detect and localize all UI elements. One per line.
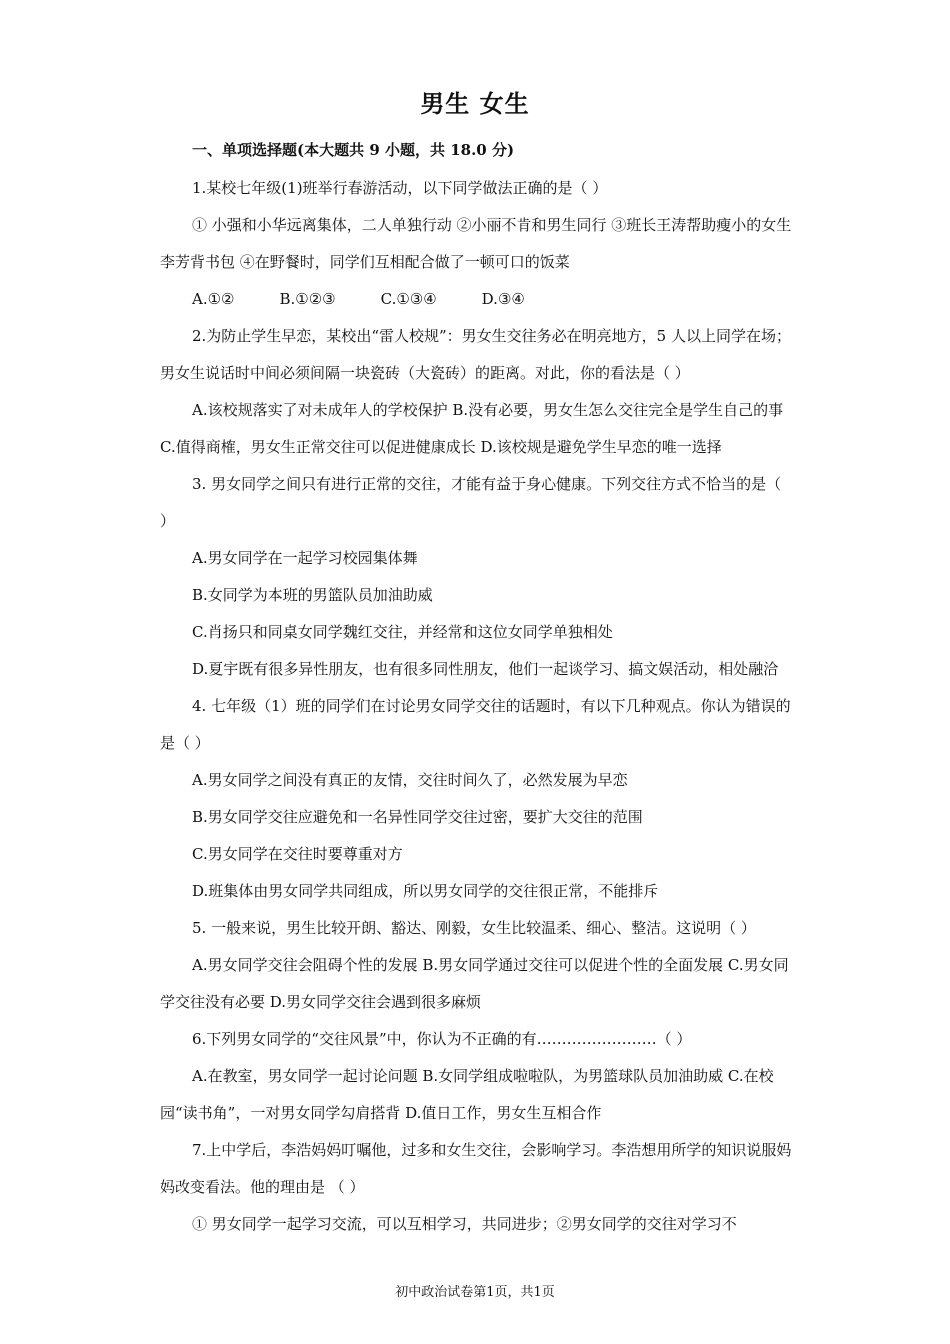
question-1-stem: 1.某校七年级(1)班举行春游活动，以下同学做法正确的是（ ） xyxy=(192,179,608,197)
question-5-stem: 5. 一般来说，男生比较开朗、豁达、刚毅，女生比较温柔、细心、整洁。这说明（ ） xyxy=(192,919,756,937)
question-1-statements: ① 小强和小华远离集体，二人单独行动 ②小丽不肯和男生同行 ③班长王涛帮助瘦小的女生李芳背书包 ④在野餐时，同学们互相配合做了一顿可口的饭菜 xyxy=(160,216,792,271)
question-7-stem: 7.上中学后，李浩妈妈叮嘱他，过多和女生交往，会影响学习。李浩想用所学的知识说服妈妈改变看法。他的理由是 （ ） xyxy=(160,1141,792,1196)
question-6-stem: 6.下列男女同学的“交往风景”中，你认为不正确的有……………………（ ） xyxy=(192,1030,692,1048)
question-3-option-a: A.男女同学在一起学习校园集体舞 xyxy=(192,549,418,567)
question-6-options: A.在教室，男女同学一起讨论问题 B.女同学组成啦啦队，为男篮球队员加油助威 C.在校园“读书角”，一对男女同学勾肩搭背 D.值日工作，男女生互相合作 xyxy=(160,1067,774,1122)
question-4-option-d: D.班集体由男女同学共同组成，所以男女同学的交往很正常，不能排斥 xyxy=(192,882,659,900)
question-2-stem: 2.为防止学生早恋，某校出“雷人校规”：男女生交往务必在明亮地方，5 人以上同学在场；男女生说话时中间必须间隔一块瓷砖（大瓷砖）的距离。对此，你的看法是（ ） xyxy=(160,327,791,382)
question-4-option-b: B.男女同学交往应避免和一名异性同学交往过密，要扩大交往的范围 xyxy=(192,808,643,826)
question-3-option-c: C.肖扬只和同桌女同学魏红交往，并经常和这位女同学单独相处 xyxy=(192,623,613,641)
section-heading: 一、单项选择题(本大题共 9 小题，共 18.0 分) xyxy=(192,141,515,159)
question-content xyxy=(160,170,792,1243)
question-3-option-b: B.女同学为本班的男篮队员加油助威 xyxy=(192,586,433,604)
question-5-options: A.男女同学交往会阻碍个性的发展 B.男女同学通过交往可以促进个性的全面发展 C.男女同学交往没有必要 D.男女同学交往会遇到很多麻烦 xyxy=(160,956,789,1011)
question-4-stem: 4. 七年级（1）班的同学们在讨论男女同学交往的话题时，有以下几种观点。你认为错误的是（ ） xyxy=(160,697,791,752)
document-title: 男生 女生 xyxy=(420,90,530,118)
page-footer: 初中政治试卷第1页，共1页 xyxy=(395,1285,555,1300)
question-2-options: A.该校规落实了对未成年人的学校保护 B.没有必要，男女生怎么交往完全是学生自己的事 C.值得商榷，男女生正常交往可以促进健康成长 D.该校规是避免学生早恋的唯一选择 xyxy=(160,401,784,456)
question-4-option-c: C.男女同学在交往时要尊重对方 xyxy=(192,845,403,863)
question-4-option-a: A.男女同学之间没有真正的友情，交往时间久了，必然发展为早恋 xyxy=(192,771,628,789)
question-7-statements: ① 男女同学一起学习交流，可以互相学习，共同进步；②男女同学的交往对学习不 xyxy=(192,1215,737,1233)
question-1-options: A.①② B.①②③ C.①③④ D.③④ xyxy=(192,290,525,308)
question-3-stem: 3. 男女同学之间只有进行正常的交往，才能有益于身心健康。下列交往方式不恰当的是（ ） xyxy=(160,475,782,530)
question-3-option-d: D.夏宇既有很多异性朋友，也有很多同性朋友，他们一起谈学习、搞文娱活动，相处融洽 xyxy=(192,660,779,678)
